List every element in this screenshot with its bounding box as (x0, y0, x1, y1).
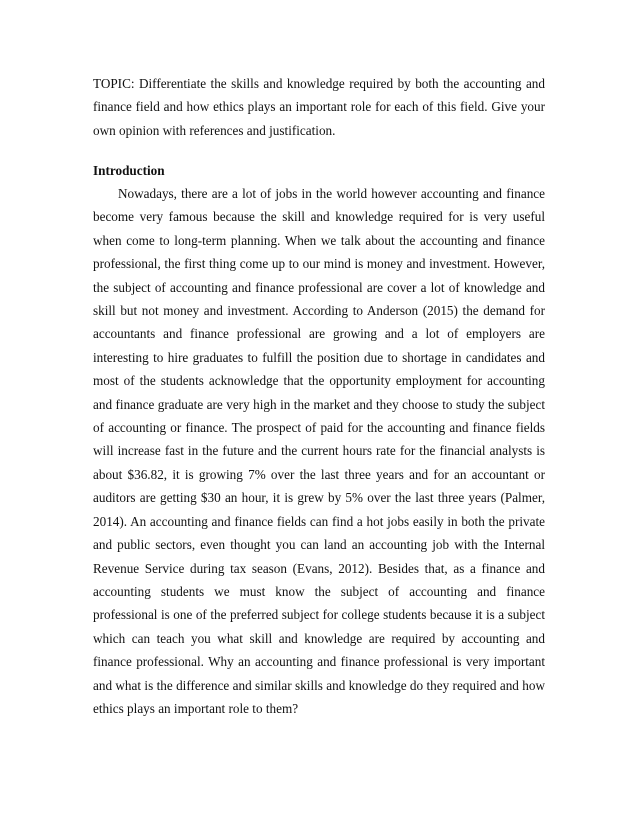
introduction-paragraph: Nowadays, there are a lot of jobs in the world however accounting and finance become very famous because the skill and knowledge required for is very useful when come to long-term planning. When we talk about the accounting and finance professional, the first thing come up to our mind is money and investment. However, the subject of accounting and finance professional are cover a lot of knowledge and skill but not money and investment. According to Anderson (2015) the demand for accountants and finance professional are growing and a lot of employers are interesting to hire graduates to fulfill the position due to shortage in candidates and most of the students acknowledge that the opportunity employment for accounting and finance graduate are very high in the market and they choose to study the subject of accounting or finance. The prospect of paid for the accounting and finance fields will increase fast in the future and the current hours rate for the financial analysts is about $36.82, it is growing 7% over the last three years and for an accountant or auditors are getting $30 an hour, it is grew by 5% over the last three years (Palmer, 2014). An accounting and finance fields can find a hot jobs easily in both the private and public sectors, even thought you can land an accounting job with the Internal Revenue Service during tax season (Evans, 2012). Besides that, as a finance and accounting students we must know the subject of accounting and finance professional is one of the preferred subject for college students because it is a subject which can teach you what skill and knowledge are required by accounting and finance professional. Why an accounting and finance professional is very important and what is the difference and similar skills and knowledge do they required and how ethics plays an important role to them? (93, 186, 545, 716)
topic-paragraph: TOPIC: Differentiate the skills and knowledge required by both the accounting and finance field and how ethics plays an important role for each of this field. Give your own opinion with references and justification. (93, 76, 545, 138)
introduction-heading: Introduction (93, 163, 165, 178)
